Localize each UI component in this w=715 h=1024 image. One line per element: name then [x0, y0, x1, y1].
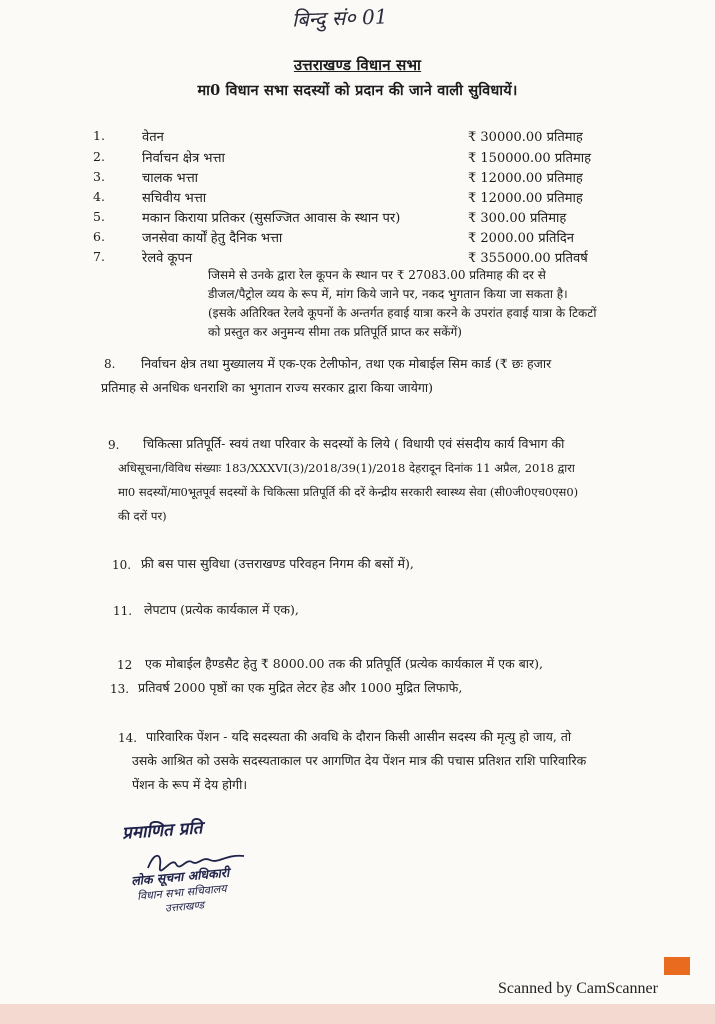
medical-reimbursement-paragraph: [143, 432, 633, 456]
item-label: मकान किराया प्रतिकर (सुसज्जित आवास के स्थान पर): [142, 211, 401, 226]
paragraph-line: चिकित्सा प्रतिपूर्ति- स्वयं तथा परिवार के सदस्यों के लिये ( विधायी एवं संसदीय कार्य विभाग की: [143, 436, 565, 451]
railway-coupon-note: [208, 266, 618, 342]
paragraph-line: की दरों पर): [118, 509, 167, 523]
paragraph-line: मा0 सदस्यों/मा0भूतपूर्व सदस्यों के चिकित्सा प्रतिपूर्ति की दरें केन्द्रीय सरकारी स्वास्थ्य सेवा (सी0जी0एच0एस0): [118, 485, 579, 499]
camscanner-logo-icon: [664, 957, 690, 975]
handwritten-point-number: बिन्दु सं० 01: [291, 4, 388, 32]
paragraph-line: अधिसूचना/विविध संख्याः 183/XXXVI(3)/2018/39(1)/2018 देहरादून दिनांक 11 अप्रैल, 2018 द्वारा: [118, 461, 575, 475]
item-number: 6.: [93, 229, 105, 244]
item-number: 12: [117, 658, 133, 672]
item-amount: ₹ 30000.00 प्रतिमाह: [468, 130, 583, 145]
paragraph-line: प्रतिमाह से अनधिक धनराशि का भुगतान राज्य सरकार द्वारा किया जायेगा): [101, 380, 433, 395]
mobile-handset-item: एक मोबाईल हैण्डसैट हेतु ₹ 8000.00 तक की प्रतिपूर्ति (प्रत्येक कार्यकाल में एक बार),: [145, 656, 543, 671]
document-title: उत्तराखण्ड विधान सभा: [293, 56, 422, 74]
note-line: डीजल/पैट्रोल व्यय के रूप में, मांग किये जाने पर, नकद भुगतान किया जा सकता है।: [208, 287, 568, 301]
paragraph-line: उसके आश्रित को उसके सदस्यताकाल पर आगणित देय पेंशन मात्र की पचास प्रतिशत राशि पारिवारिक: [132, 753, 587, 768]
office-place: उत्तराखण्ड: [164, 899, 205, 915]
paragraph-line: निर्वाचन क्षेत्र तथा मुख्यालय में एक-एक टेलीफोन, तथा एक मोबाईल सिम कार्ड (₹ छः हजार: [141, 356, 552, 371]
item-number: 3.: [93, 169, 105, 184]
family-pension-paragraph: [118, 725, 638, 797]
officer-designation: लोक सूचना अधिकारी: [130, 864, 230, 889]
office-name: विधान सभा सचिवालय: [136, 882, 228, 903]
letter-head-item: प्रतिवर्ष 2000 पृष्ठों का एक मुद्रित लेटर हेड और 1000 मुद्रित लिफाफे,: [138, 680, 463, 695]
item-label: निर्वाचन क्षेत्र भत्ता: [142, 151, 225, 166]
item-label: रेलवे कूपन: [142, 251, 193, 266]
laptop-item: लेपटाप (प्रत्येक कार्यकाल में एक),: [144, 602, 299, 617]
item-number: 1.: [93, 128, 105, 143]
page-bottom-edge: [0, 1004, 715, 1024]
item-label: सचिवीय भत्ता: [142, 191, 207, 206]
telephone-paragraph: [101, 352, 631, 400]
note-line: को प्रस्तुत कर अनुमन्य सीमा तक प्रतिपूर्ति प्राप्त कर सकेंगें): [208, 325, 462, 339]
item-label: चालक भत्ता: [142, 171, 199, 186]
item-number: 2.: [93, 149, 105, 164]
item-label: जनसेवा कार्यों हेतु दैनिक भत्ता: [142, 231, 283, 246]
item-number: 4.: [93, 189, 105, 204]
document-subtitle: मा0 विधान सभा सदस्यों को प्रदान की जाने वाली सुविधायें।: [197, 82, 518, 99]
item-number: 9.: [108, 438, 120, 452]
medical-reimbursement-continued: [118, 456, 638, 528]
paragraph-line: पारिवारिक पेंशन - यदि सदस्यता की अवधि के दौरान किसी आसीन सदस्य की मृत्यु हो जाय, तो: [146, 729, 572, 744]
item-number: 13.: [110, 682, 130, 696]
item-number: 10.: [112, 558, 132, 572]
item-amount: ₹ 355000.00 प्रतिवर्ष: [468, 251, 588, 266]
item-label: वेतन: [142, 130, 164, 145]
item-number: 7.: [93, 249, 105, 264]
item-amount: ₹ 300.00 प्रतिमाह: [468, 211, 567, 226]
item-number: 14.: [118, 731, 138, 745]
item-amount: ₹ 12000.00 प्रतिमाह: [468, 191, 583, 206]
note-line: जिसमे से उनके द्वारा रेल कूपन के स्थान पर ₹ 27083.00 प्रतिमाह की दर से: [208, 268, 546, 282]
free-bus-pass: फ्री बस पास सुविधा (उत्तराखण्ड परिवहन निगम की बसों में),: [141, 556, 414, 571]
item-amount: ₹ 12000.00 प्रतिमाह: [468, 171, 583, 186]
item-amount: ₹ 2000.00 प्रतिदिन: [468, 231, 574, 246]
note-line: (इसके अतिरिक्त रेलवे कूपनों के अन्तर्गत हवाई यात्रा करने के उपरांत हवाई यात्रा के टिकटों: [208, 306, 597, 320]
item-number: 11.: [113, 604, 133, 618]
certified-copy-heading: प्रमाणित प्रति: [121, 818, 204, 844]
item-amount: ₹ 150000.00 प्रतिमाह: [468, 151, 592, 166]
paragraph-line: पेंशन के रूप में देय होगी।: [132, 777, 248, 792]
scanner-watermark: Scanned by CamScanner: [498, 980, 658, 997]
item-number: 8.: [104, 357, 116, 371]
item-number: 5.: [93, 209, 105, 224]
